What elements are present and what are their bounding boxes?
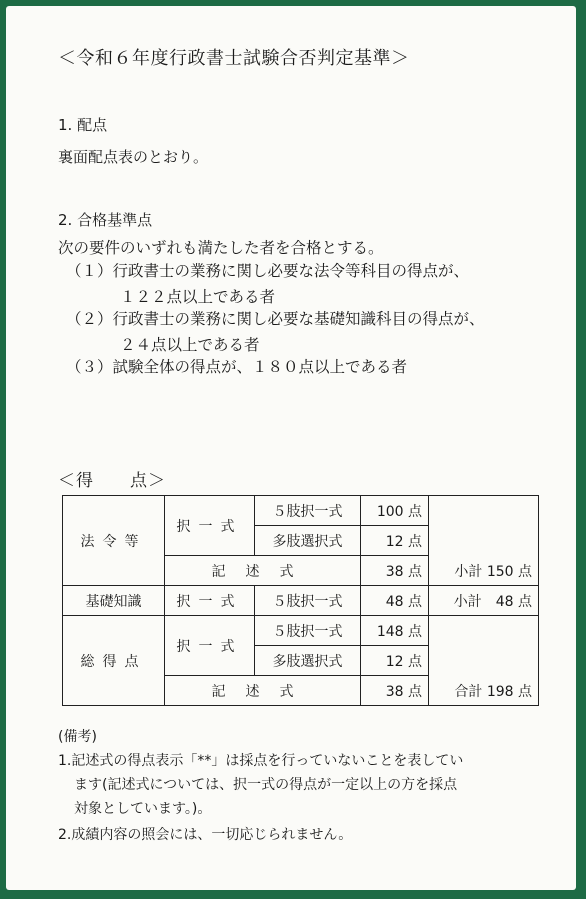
note-1: 1.記述式の得点表示「**」は採点を行っていないことを表してい <box>58 753 464 769</box>
total-five-choice-score: 148 点 <box>361 616 429 646</box>
section-1-heading: 1. 配点 <box>58 116 108 134</box>
multi-select-label: 多肢選択式 <box>255 646 361 676</box>
total-score-label: 総得点 <box>63 616 165 706</box>
criterion-3: （３）試験全体の得点が、１８０点以上である者 <box>66 358 408 376</box>
general-five-choice-score: 48 点 <box>361 586 429 616</box>
criterion-2-cont: ２４点以上である者 <box>120 336 260 354</box>
score-report-sheet <box>6 6 576 890</box>
criterion-1: （１）行政書士の業務に関し必要な法令等科目の得点が、 <box>66 262 470 280</box>
page-title: ＜令和６年度行政書士試験合否判定基準＞ <box>58 48 410 69</box>
essay-label: 記述式 <box>165 676 361 706</box>
section-1-text: 裏面配点表のとおり。 <box>58 148 209 166</box>
five-choice-label: ５肢択一式 <box>255 616 361 646</box>
section-2-heading: 2. 合格基準点 <box>58 211 153 229</box>
general-knowledge-label: 基礎知識 <box>63 586 165 616</box>
five-choice-label: ５肢択一式 <box>255 586 361 616</box>
table-row <box>63 586 539 616</box>
score-table <box>62 495 539 706</box>
scores-heading: ＜得 点＞ <box>58 471 166 491</box>
five-choice-label: ５肢択一式 <box>255 496 361 526</box>
criterion-2: （２）行政書士の業務に関し必要な基礎知識科目の得点が、 <box>66 310 485 328</box>
multiple-choice-label: 択一式 <box>165 496 255 556</box>
criteria-intro: 次の要件のいずれも満たした者を合格とする。 <box>58 239 384 257</box>
note-2: 2.成績内容の照会には、一切応じられません。 <box>58 827 353 843</box>
multiple-choice-label: 択一式 <box>165 616 255 676</box>
note-1-cont-2: 対象としています。)。 <box>74 801 212 817</box>
criterion-1-cont: １２２点以上である者 <box>120 288 276 306</box>
law-five-choice-score: 100 点 <box>361 496 429 526</box>
essay-label: 記述式 <box>165 556 361 586</box>
law-multi-select-score: 12 点 <box>361 526 429 556</box>
total-multi-select-score: 12 点 <box>361 646 429 676</box>
law-essay-score: 38 点 <box>361 556 429 586</box>
grand-total: 合計 198 点 <box>429 616 539 706</box>
general-subtotal: 小計 48 点 <box>429 586 539 616</box>
multiple-choice-label: 択一式 <box>165 586 255 616</box>
notes-heading: (備考) <box>58 729 97 745</box>
note-1-cont: ます(記述式については、択一式の得点が一定以上の方を採点 <box>74 777 458 793</box>
law-subtotal: 小計 150 点 <box>429 496 539 586</box>
table-row <box>63 616 539 646</box>
law-subjects-label: 法令等 <box>63 496 165 586</box>
total-essay-score: 38 点 <box>361 676 429 706</box>
multi-select-label: 多肢選択式 <box>255 526 361 556</box>
table-row <box>63 496 539 526</box>
